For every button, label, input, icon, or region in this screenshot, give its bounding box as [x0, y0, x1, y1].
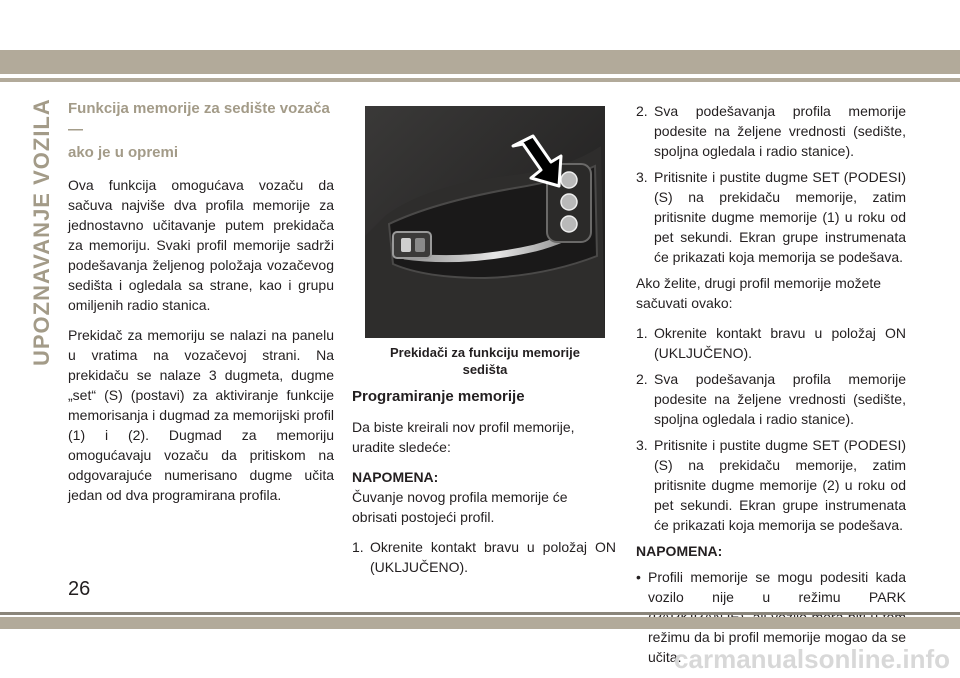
- list-item-text: Okrenite kontakt bravu u položaj ON (UKLJUČENO).: [654, 325, 906, 361]
- column-left: [68, 98, 334, 515]
- column-right: [636, 101, 906, 673]
- watermark: carmanualsonline.info: [674, 644, 950, 674]
- figure-caption-line2: sedišta: [462, 362, 508, 377]
- list-item-text: Pritisnite i pustite dugme SET (PODESI) (S) na prekidaču memorije, zatim pritisnite dugme memorije (1) u roku od pet sekundi. Ekran grupe instrumenata će prikazati koja memorija se podešava.: [654, 169, 906, 265]
- list-item-number: 3.: [636, 169, 648, 185]
- section-side-title: UPOZNAVANJE VOZILA: [29, 98, 54, 366]
- memory-switch-photo: [365, 106, 605, 338]
- list-item-text: Sva podešavanja profila memorije podesite na željene vrednosti (sedište, spoljna ogledala i radio stanice).: [654, 371, 906, 427]
- bullet-icon: •: [636, 569, 641, 585]
- list-item-text: Sva podešavanja profila memorije podesite na željene vrednosti (sedište, spoljna ogledala i radio stanice).: [654, 103, 906, 159]
- note-text: Čuvanje novog profila memorije će obrisati postojeći profil.: [352, 489, 568, 525]
- footer-rule: [0, 612, 960, 615]
- note-label: NAPOMENA:: [352, 469, 439, 485]
- list-item: [636, 435, 906, 535]
- figure-caption-line1: Prekidači za funkciju memorije: [389, 345, 581, 360]
- list-item-number: 2.: [636, 371, 648, 387]
- list-item-text: Pritisnite i pustite dugme SET (PODESI) (S) na prekidaču memorije, zatim pritisnite dugme memorije (2) u roku od pet sekundi. Ekran grupe instrumenata će prikazati koja memorija se podešava.: [654, 437, 906, 533]
- door-panel-illustration: [365, 106, 605, 338]
- section-heading-line1: Funkcija memorije za sedište vozača —: [68, 100, 330, 138]
- figure-caption: [365, 344, 605, 378]
- list-item: [352, 537, 616, 577]
- list-item: [636, 323, 906, 363]
- programming-heading: Programiranje memorije: [352, 388, 525, 405]
- header-rule: [0, 78, 960, 82]
- list-item-text: Okrenite kontakt bravu u položaj ON (UKLJUČENO).: [370, 539, 616, 575]
- list-item-number: 1.: [636, 325, 648, 341]
- intro-paragraph: Ova funkcija omogućava vozaču da sačuva najviše dva profila memorije za jednostavno učitavanje putem prekidača za memoriju. Svaki profil memorije sadrži podešavanja željenog položaja vozačevog sedišta i ogledala sa strane, kao i grupu omiljenih radio stanica.: [68, 177, 334, 313]
- section-heading-line2: ako je u opremi: [68, 144, 179, 161]
- page-number: 26: [68, 578, 91, 600]
- programming-intro: Da biste kreirali nov profil memorije, uradite sledeće:: [352, 419, 575, 455]
- list-item: [636, 369, 906, 429]
- list-item-number: 2.: [636, 103, 648, 119]
- second-profile-text: Ako želite, drugi profil memorije možete sačuvati ovako:: [636, 275, 882, 311]
- list-item-number: 1.: [352, 539, 364, 555]
- footer-band: [0, 617, 960, 629]
- column-middle: [352, 386, 616, 583]
- list-item: [636, 101, 906, 161]
- header-band: [0, 50, 960, 74]
- switch-location-paragraph: Prekidač za memoriju se nalazi na panelu u vratima na vozačevoj strani. Na prekidaču se nalaze 3 dugmeta, dugme „set“ (S) (postavi) za aktiviranje funkcije memorisanja i dugmad za memorijski profil (1) i (2). Dugmad za memoriju omogućavaju vozaču da pritiskom na odgovarajuće numerisano dugme učita jedan od dva programirana profila.: [68, 327, 334, 503]
- bullet-text: Profili memorije se mogu podesiti kada vozilo nije u režimu PARK režimu da bi profil memorije mogao da se učita.: [648, 569, 906, 665]
- note-label: NAPOMENA:: [636, 543, 723, 559]
- list-item: [636, 167, 906, 267]
- section-heading: [68, 98, 334, 163]
- list-item-number: 3.: [636, 437, 648, 453]
